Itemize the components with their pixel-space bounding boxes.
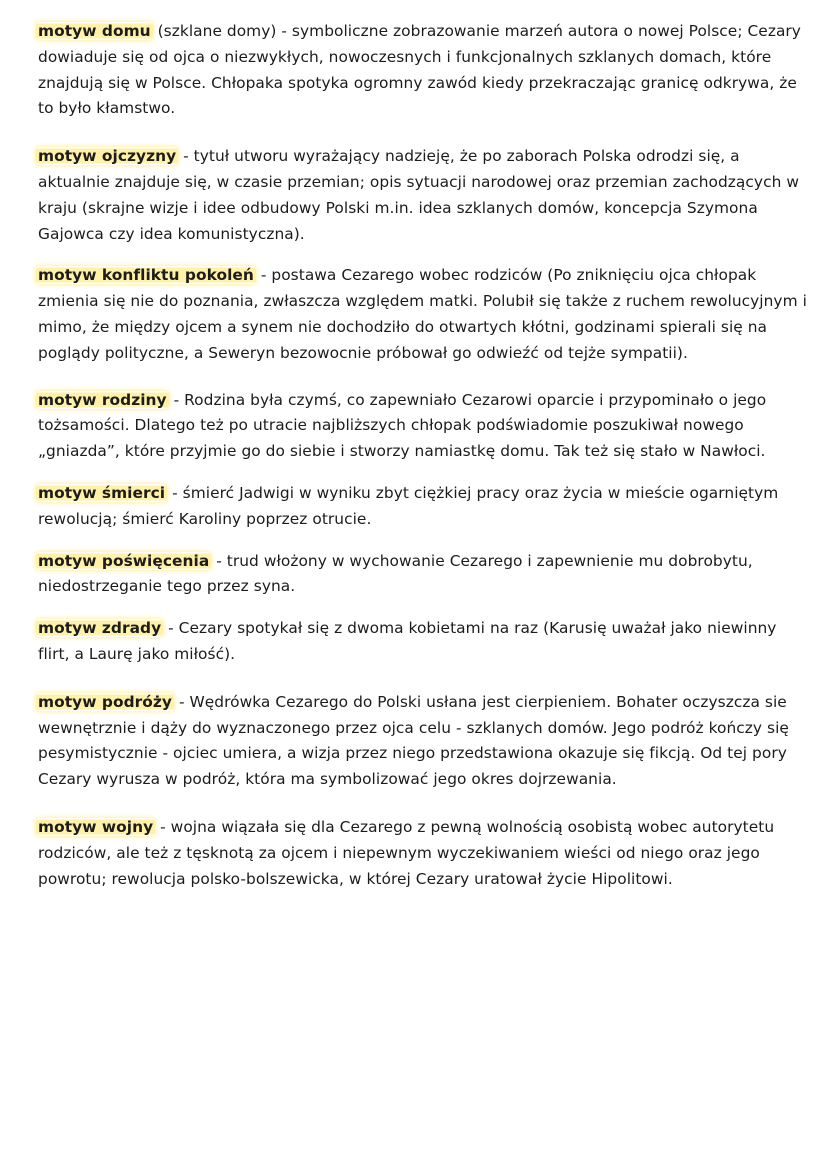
motif-term: motyw śmierci (38, 483, 166, 502)
notes-page (38, 19, 810, 892)
motif-term: motyw podróży (38, 692, 172, 711)
motif-death (38, 481, 810, 533)
motif-home (38, 19, 810, 122)
motif-homeland (38, 144, 810, 247)
motif-betrayal (38, 616, 810, 668)
motif-description: - Cezary spotykał się z dwoma kobietami na raz (Karusię uważał jako niewinny flirt, a Laurę jako miłość). (38, 619, 777, 663)
motif-term: motyw poświęcenia (38, 551, 210, 570)
motif-description: - postawa Cezarego wobec rodziców (Po zniknięciu ojca chłopak zmienia się nie do poznania, zwłaszcza względem matki. Polubił się także z ruchem rewolucyjnym i mimo, że między ojcem a synem nie dochodziło do otwartych kłótni, godzinami spierali się na poglądy polityczne, a Seweryn bezowocnie próbował go odwieźć od tejże sympatii). (38, 266, 807, 362)
motif-description: - Wędrówka Cezarego do Polski usłana jest cierpieniem. Bohater oczyszcza sie wewnętrznie i dąży do wyznaczonego przez ojca celu - szklanych domów. Jego podróż kończy się pesymistycznie - ojciec umiera, a wizja przez niego przedstawiona okazuje się fikcją. Od tej pory Cezary wyrusza w podróż, która ma symbolizować jego okres dojrzewania. (38, 692, 789, 789)
motif-term: motyw rodziny (38, 390, 167, 409)
motif-journey (38, 690, 810, 793)
motif-sacrifice (38, 549, 810, 601)
motif-generation-conflict (38, 263, 810, 366)
motif-description: - śmierć Jadwigi w wyniku zbyt ciężkiej pracy oraz życia w mieście ogarniętym rewolucją; śmierć Karoliny poprzez otrucie. (38, 483, 779, 528)
motif-description: - trud włożony w wychowanie Cezarego i zapewnienie mu dobrobytu, niedostrzeganie tego przez syna. (38, 551, 753, 596)
motif-term: motyw konfliktu pokoleń (38, 266, 254, 285)
motif-description: (szklane domy) - symboliczne zobrazowanie marzeń autora o nowej Polsce; Cezary dowiaduje się od ojca o niezwykłych, nowoczesnych i funkcjonalnych szklanych domach, które znajdują się w Polsce. Chłopaka spotyka ogromny zawód kiedy przekraczając granicę odkrywa, że to było kłamstwo. (38, 22, 801, 118)
motif-term: motyw ojczyzny (38, 147, 177, 166)
motif-family (38, 388, 810, 465)
motif-term: motyw wojny (38, 817, 154, 836)
motif-description: - tytuł utworu wyrażający nadzieję, że po zaborach Polska odrodzi się, a aktualnie znajduje się, w czasie przemian; opis sytuacji narodowej oraz przemian zachodzących w kraju (skrajne wizje i idee odbudowy Polski m.in. idea szklanych domów, koncepcja Szymona Gajowca czy idea komunistyczna). (38, 147, 799, 243)
motif-war (38, 815, 810, 892)
motif-term: motyw zdrady (38, 619, 162, 638)
motif-description: - Rodzina była czymś, co zapewniało Cezarowi oparcie i przypominało o jego tożsamości. Dlatego też po utracie najbliższych chłopak podświadomie poszukiwał nowego „gniazda”, które przyjmie go do siebie i stworzy namiastkę domu. Tak też się stało w Nawłoci. (38, 390, 767, 461)
motif-description: - wojna wiązała się dla Cezarego z pewną wolnością osobistą wobec autorytetu rodziców, ale też z tęsknotą za ojcem i niepewnym wyczekiwaniem wieści od niego oraz jego powrotu; rewolucja polsko-bolszewicka, w której Cezary uratował życie Hipolitowi. (38, 817, 775, 888)
motif-term: motyw domu (38, 22, 151, 40)
